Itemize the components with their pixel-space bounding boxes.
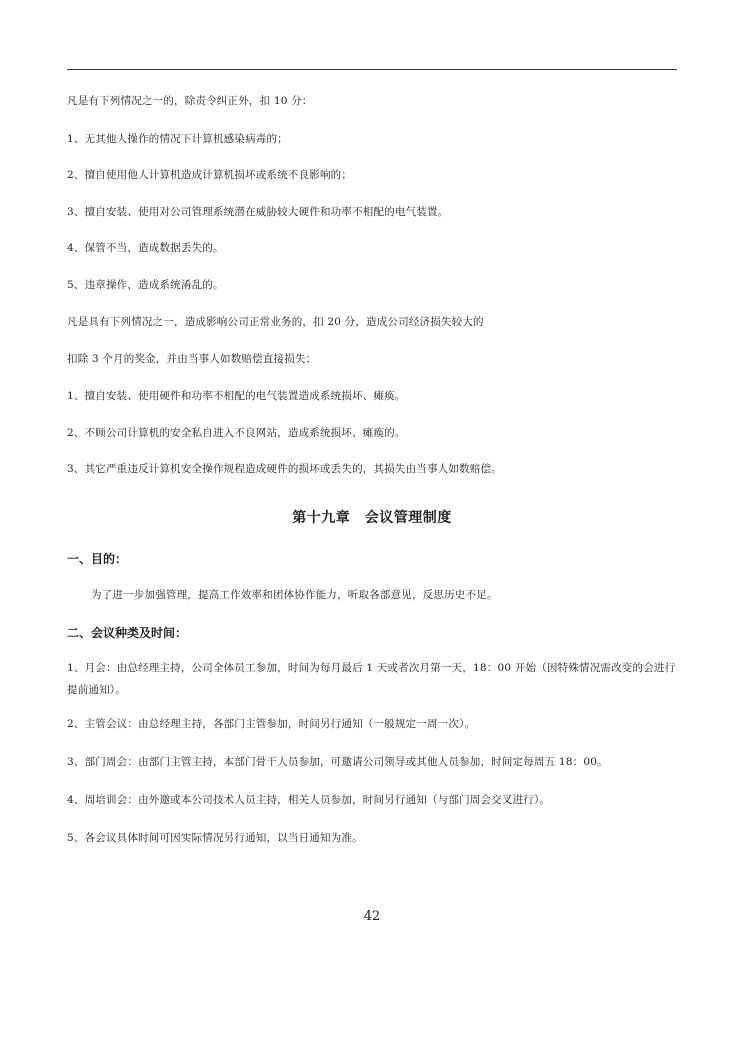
penalty-20-item-3: 3、其它严重违反计算机安全操作规程造成硬件的损坏或丢失的，其损失由当事人如数赔偿。 bbox=[67, 463, 502, 475]
penalty-20-item-1: 1、擅自安装、使用硬件和功率不相配的电气装置造成系统损坏、瘫痪。 bbox=[67, 390, 406, 402]
meeting-item-weekly-training: 4、周培训会：由外邀或本公司技术人员主持，相关人员参加，时间另行通知（与部门周会交叉进行）。 bbox=[67, 794, 551, 806]
penalty-20-item-2: 2、不顾公司计算机的安全私自进入不良网站，造成系统损坏、瘫痪的。 bbox=[67, 427, 406, 439]
penalty-10-item-3: 3、擅自安装、使用对公司管理系统潜在威胁较大硬件和功率不相配的电气装置。 bbox=[67, 206, 449, 218]
penalty-10-item-1: 1、无其他人操作的情况下计算机感染病毒的； bbox=[67, 133, 288, 145]
penalty-10-intro: 凡是有下列情况之一的，除责令纠正外，扣 10 分： bbox=[67, 95, 313, 107]
penalty-10-item-5: 5、违章操作，造成系统淆乱的。 bbox=[67, 279, 224, 291]
penalty-10-item-2: 2、擅自使用他人计算机造成计算机损坏或系统不良影响的； bbox=[67, 169, 353, 181]
page-number: 42 bbox=[363, 909, 381, 924]
meeting-item-schedule-note: 5、各会议具体时间可因实际情况另行通知，以当日通知为准。 bbox=[67, 832, 363, 844]
purpose-heading: 一、目的： bbox=[67, 552, 128, 566]
penalty-10-item-4: 4、保管不当，造成数据丢失的。 bbox=[67, 242, 224, 254]
meeting-item-monthly: 1、月会：由总经理主持，公司全体员工参加，时间为每月最后 1 天或者次月第一天，18：00 开始（因特殊情况需改变的会进行提前通知）。 bbox=[67, 662, 676, 696]
chapter-title: 第十九章 会议管理制度 bbox=[292, 510, 452, 526]
penalty-20-intro-line-1: 凡是具有下列情况之一，造成影响公司正常业务的，扣 20 分，造成公司经济损失较大的 bbox=[67, 316, 484, 328]
penalty-20-intro-line-2: 扣除 3 个月的奖金，并由当事人如数赔偿直接损失； bbox=[67, 353, 317, 365]
meeting-types-heading: 二、会议种类及时间： bbox=[67, 626, 188, 640]
meeting-item-supervisor: 2、主管会议：由总经理主持，各部门主管参加，时间另行通知（一般规定一周一次）。 bbox=[67, 718, 476, 730]
meeting-item-department-weekly: 3、部门周会：由部门主管主持，本部门骨干人员参加，可邀请公司领导或其他人员参加，时间定每周五 18：00。 bbox=[67, 756, 608, 768]
purpose-text: 为了进一步加强管理，提高工作效率和团体协作能力，听取各部意见，反思历史不足。 bbox=[91, 589, 498, 601]
header-rule bbox=[67, 69, 677, 70]
